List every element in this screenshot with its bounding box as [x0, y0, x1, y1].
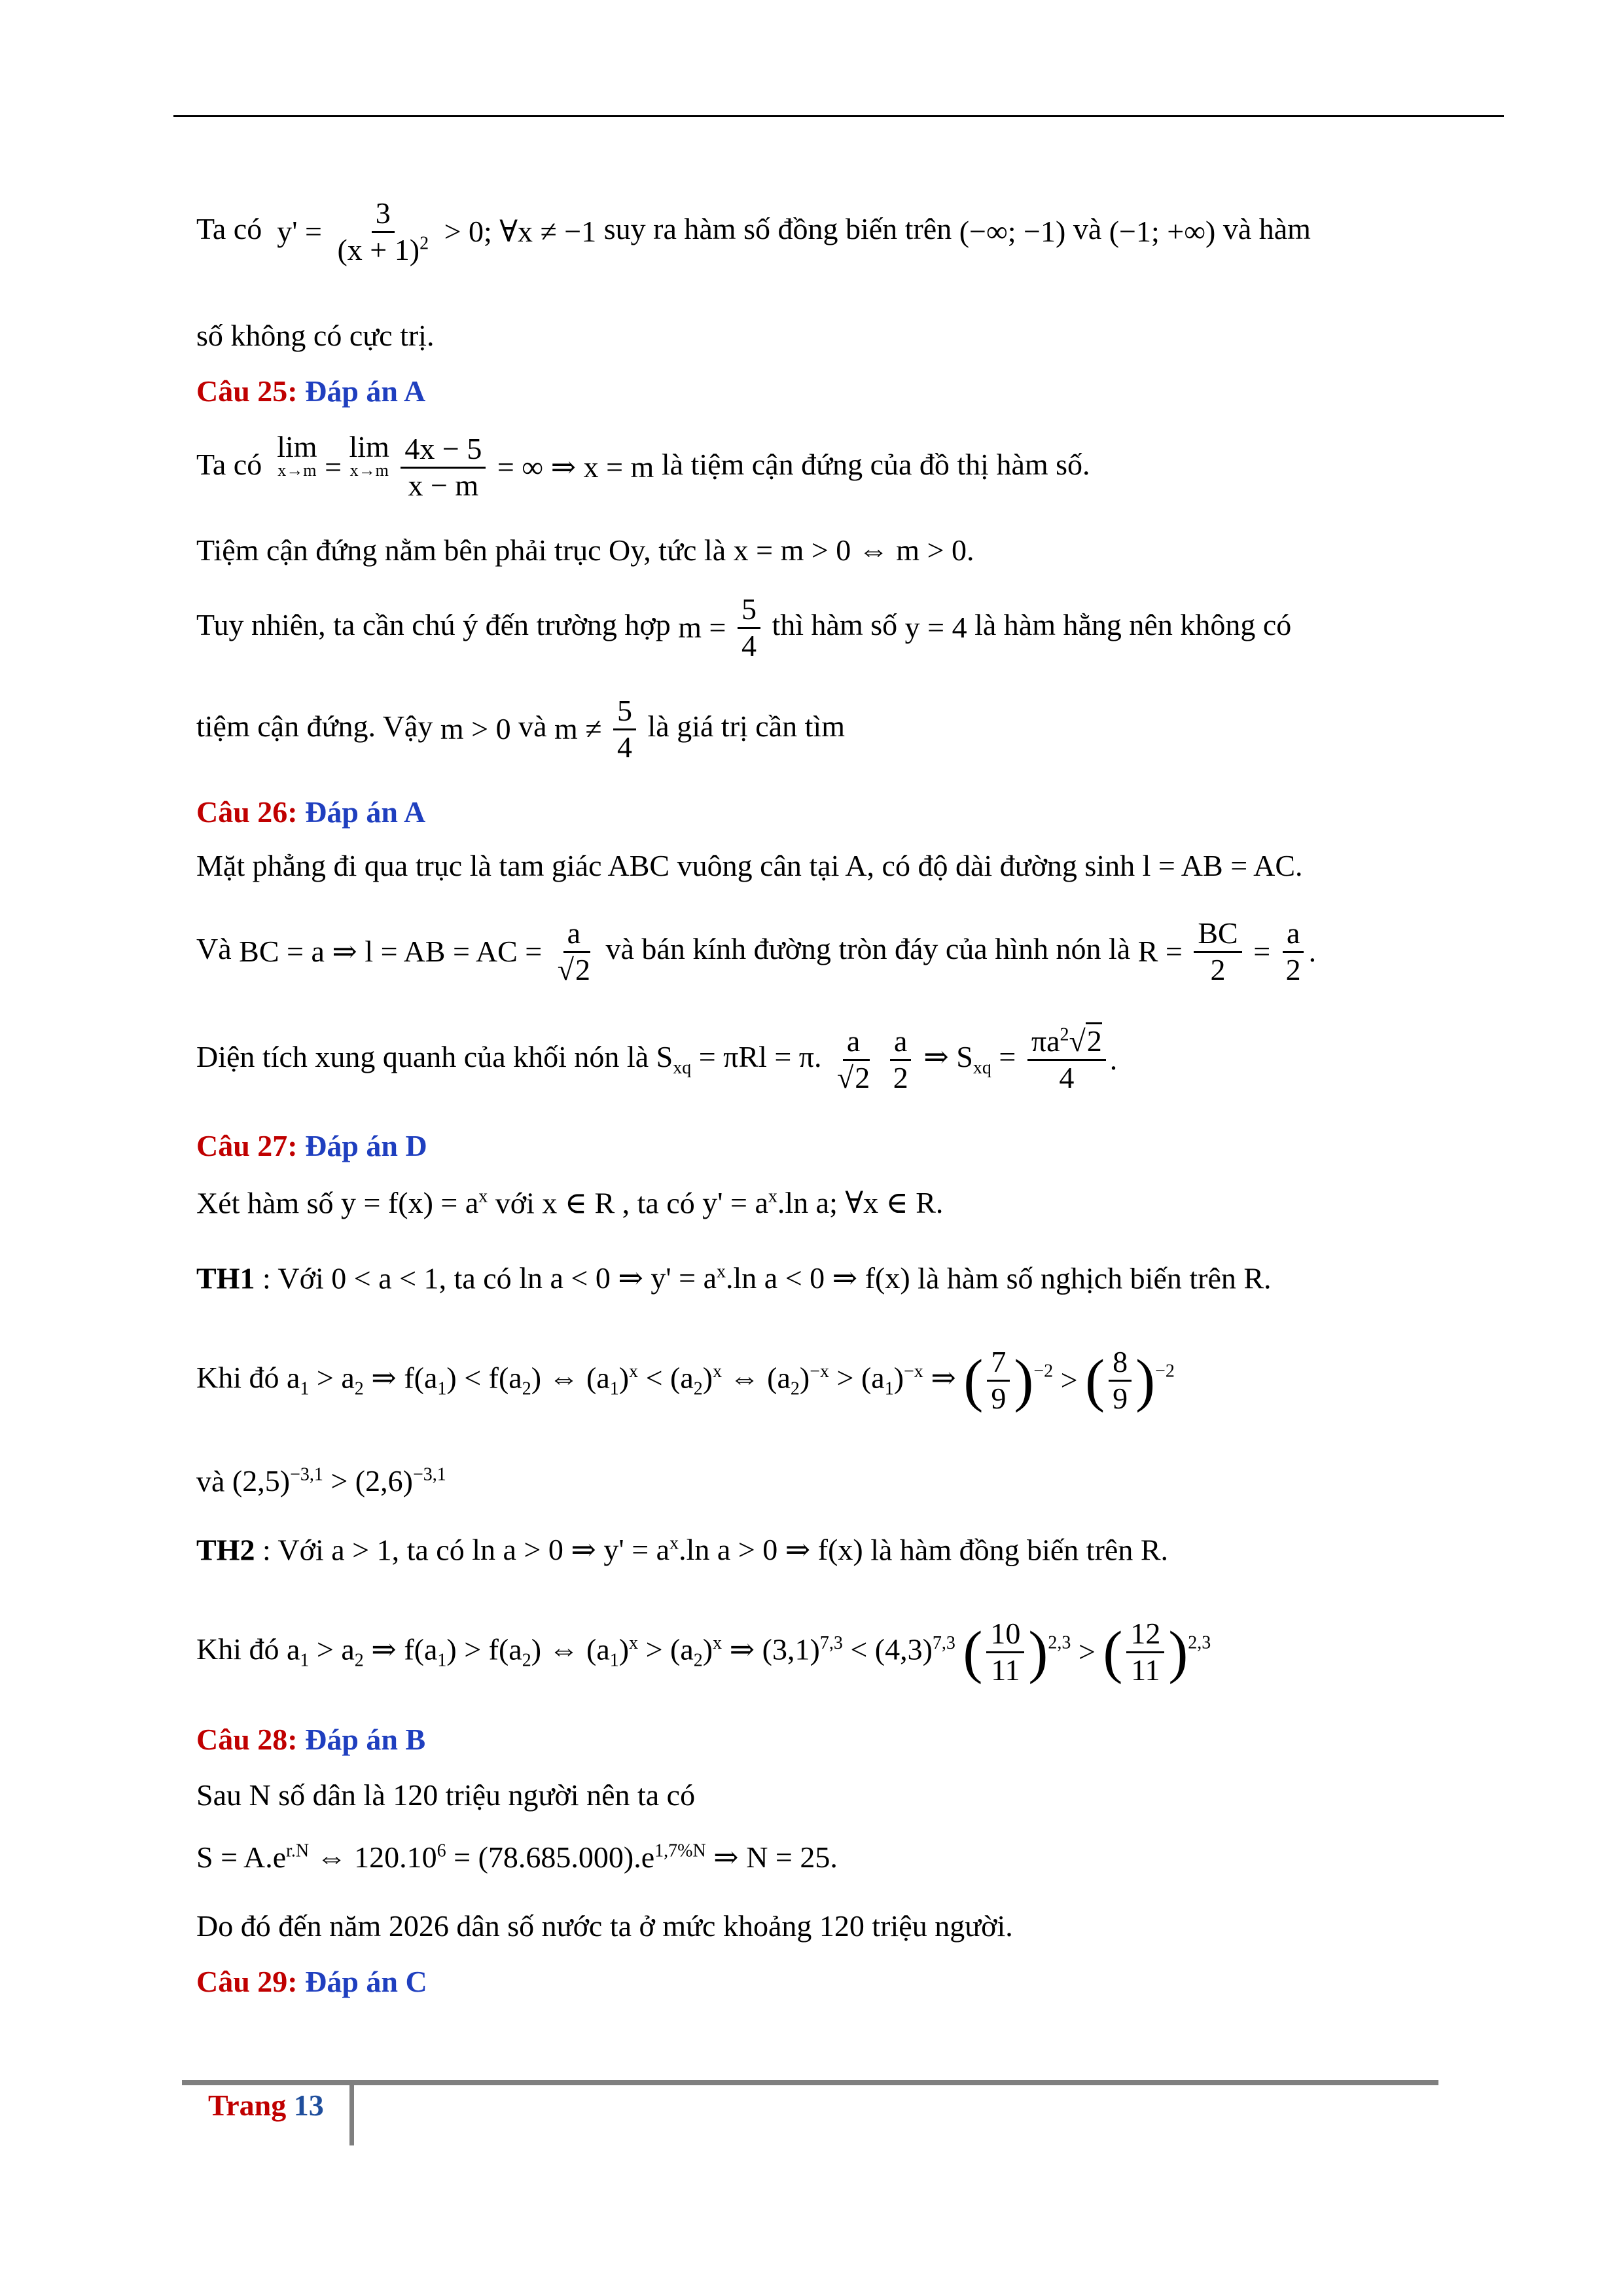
- text: Diện tích xung quanh của khối nón là: [196, 1039, 649, 1073]
- math-y: y = 4: [904, 611, 967, 645]
- fraction: $\frac{a}{√2}$: [557, 916, 590, 986]
- heading-cau-27: [196, 1131, 427, 1161]
- math-derivative: $y' = a^x.\ln$ a; ∀x ∈ R.: [702, 1186, 944, 1220]
- exponent: −2: [1033, 1361, 1054, 1382]
- line-limit: [196, 432, 1090, 503]
- text: và: [196, 1464, 225, 1498]
- answer-label: Đáp án B: [305, 1723, 426, 1756]
- paren: (: [963, 1348, 984, 1413]
- fraction: $\frac{a}{2}$: [889, 1024, 912, 1096]
- line-triangle: [196, 851, 1303, 881]
- line-population-conclusion: [196, 1911, 1013, 1941]
- page-number-value: 13: [293, 2089, 324, 2122]
- line-population-formula: [196, 1842, 838, 1873]
- text: và hàm: [1222, 211, 1311, 245]
- question-label: Câu 27:: [196, 1129, 298, 1162]
- footer-rule: [182, 2080, 1438, 2085]
- text: , ta có: [438, 1261, 512, 1295]
- text: và: [1073, 211, 1102, 245]
- math-range: 0 < a < 1: [331, 1261, 439, 1295]
- text: Mặt phẳng đi qua trục là tam giác ABC vuông cân tại A, có độ dài đường sinh: [196, 849, 1135, 882]
- text: thì hàm số: [772, 607, 898, 641]
- line-conclusion: [196, 694, 845, 765]
- math-range: a > 1: [331, 1533, 392, 1567]
- fraction: $\frac{12}{11}$: [1126, 1617, 1164, 1688]
- text: là tiệm cận đứng của đồ thị hàm số.: [661, 447, 1090, 481]
- answer-label: Đáp án A: [305, 795, 426, 829]
- paren: (: [1103, 1619, 1123, 1685]
- text: : Với: [262, 1533, 324, 1567]
- text: Khi đó: [196, 1360, 279, 1394]
- footer-divider: [349, 2080, 354, 2145]
- text: suy ra hàm số đồng biến trên: [603, 211, 952, 245]
- line-case-1-compare: [196, 1345, 1175, 1416]
- line-radius: [196, 916, 1316, 988]
- heading-cau-28: [196, 1725, 425, 1755]
- math-eq: =: [1253, 935, 1271, 969]
- text: Và: [196, 931, 232, 965]
- text: là giá trị cần tìm: [647, 709, 845, 743]
- text: Do đó đến năm 2026 dân số nước ta ở mức khoảng 120 triệu người.: [196, 1909, 1013, 1943]
- heading-cau-25: [196, 376, 425, 406]
- line-special-case: [196, 592, 1291, 664]
- exponent: 2,3: [1048, 1632, 1071, 1653]
- math-formula: $S = A.e^{r.N}$ ⇔ $120.10^6 = (78.685.000).e^{1,7\%N}$ ⇒ N = 25.: [196, 1840, 838, 1874]
- paren: ): [1135, 1348, 1156, 1413]
- math-sxq: ⇒ $S_{xq}$ =: [923, 1040, 1016, 1079]
- case-label: TH1: [196, 1261, 255, 1295]
- text: là hàm hằng nên không có: [974, 607, 1292, 641]
- fraction: $\frac{7}{9}$: [987, 1345, 1010, 1416]
- answer-label: Đáp án C: [305, 1965, 427, 1998]
- text: Sau N số dân là 120 triệu người nên ta có: [196, 1778, 696, 1812]
- header-rule: [173, 115, 1504, 117]
- math-interval: (−∞; −1): [959, 215, 1066, 249]
- heading-cau-29: [196, 1967, 427, 1997]
- fraction: $\frac{BC}{2}$: [1194, 916, 1241, 988]
- exponent: −2: [1155, 1361, 1175, 1382]
- line-case-1: [196, 1263, 1272, 1293]
- text: tiệm cận đứng. Vậy: [196, 709, 433, 743]
- math-bc: BC = a ⇒ l = AB = AC =: [239, 935, 543, 969]
- text: Tuy nhiên, ta cần chú ý đến trường hợp: [196, 607, 671, 641]
- math-f: $y = f(x) = a^x$: [341, 1186, 488, 1220]
- math-m: m ≠: [554, 712, 602, 746]
- math-interval: (−1; +∞): [1109, 215, 1216, 249]
- line-case-1-compare-2: [196, 1466, 446, 1496]
- line-exp-function: [196, 1188, 943, 1218]
- line-lateral-area: [196, 1024, 1117, 1096]
- text: : Với: [262, 1261, 324, 1295]
- math-lim: lim x→m: [277, 430, 317, 480]
- exponent: 2,3: [1188, 1632, 1211, 1653]
- math-r: R =: [1137, 935, 1183, 969]
- line-no-extrema: [196, 321, 434, 351]
- answer-label: Đáp án A: [305, 374, 426, 408]
- fraction: $\frac{a}{√2}$: [837, 1024, 870, 1094]
- math-compare: $(2,5)^{-3,1} > (2,6)^{-3,1}$: [232, 1464, 446, 1498]
- math-condition: > 0; ∀x ≠ −1: [444, 215, 597, 249]
- question-label: Câu 29:: [196, 1965, 298, 1998]
- math-lim: lim x→m: [349, 430, 389, 480]
- text: và: [518, 709, 547, 743]
- math-result: = ∞ ⇒ x = m: [497, 450, 654, 484]
- text: là hàm số nghịch biến trên R.: [918, 1261, 1272, 1295]
- math-m: m > 0: [440, 712, 511, 746]
- fraction: $\frac{\pi a^2√2}{4}$: [1027, 1024, 1106, 1096]
- math-sxq: $S_{xq} = \pi Rl = \pi$.: [656, 1040, 822, 1079]
- fraction: $\frac{5}{4}$: [613, 694, 636, 765]
- text: Khi đó: [196, 1632, 279, 1666]
- fraction: $\frac{3}{(x + 1)^2}$: [337, 196, 429, 266]
- question-label: Câu 28:: [196, 1723, 298, 1756]
- math-gt: >: [1060, 1363, 1078, 1397]
- math-chain: ln a > 0 ⇒ $y' = a^x.\ln$ a > 0 ⇒ f(x): [472, 1533, 863, 1567]
- fraction: $\frac{a}{2}$: [1282, 916, 1305, 988]
- math-dot: .: [1308, 935, 1317, 969]
- answer-label: Đáp án D: [305, 1129, 427, 1162]
- line-case-2: [196, 1535, 1168, 1565]
- math-condition: x = m > 0 ⇔ m > 0.: [733, 533, 974, 567]
- math-chain: ln a < 0 ⇒ $y' = a^x.\ln$ a < 0 ⇒ f(x): [519, 1261, 910, 1295]
- line-derivative: [196, 196, 1311, 268]
- math-chain: $a_1 > a_2$ ⇒ $f(a_1) > f(a_2)$ ⇔ $(a_1)^x > (a_2)^x$ ⇒ $(3,1)^{7,3} < (4,3)^{7,3}$: [287, 1632, 955, 1671]
- heading-cau-26: [196, 797, 425, 827]
- text: , ta có: [391, 1533, 465, 1567]
- math-derivative: y' =: [277, 215, 322, 249]
- line-case-2-compare: [196, 1617, 1211, 1688]
- math-dot: .: [1109, 1043, 1118, 1077]
- question-label: Câu 25:: [196, 374, 298, 408]
- math-gt: >: [1078, 1635, 1096, 1669]
- text: Ta có: [196, 447, 262, 481]
- text: Xét hàm số: [196, 1186, 334, 1220]
- question-label: Câu 26:: [196, 795, 298, 829]
- line-population: [196, 1780, 695, 1810]
- line-asymptote-right: [196, 535, 974, 565]
- fraction: $\frac{10}{11}$: [986, 1617, 1024, 1688]
- page-number: [208, 2088, 324, 2123]
- math-domain: x ∈ R: [542, 1186, 615, 1220]
- math-eq: =: [325, 450, 342, 484]
- text: số không có cực trị.: [196, 319, 435, 352]
- text: Tiệm cận đứng nằm bên phải trục Oy, tức là: [196, 533, 726, 567]
- fraction: $\frac{5}{4}$: [738, 592, 760, 664]
- paren: ): [1014, 1348, 1034, 1413]
- math-generatrix: l = AB = AC.: [1142, 849, 1303, 882]
- case-label: TH2: [196, 1533, 255, 1567]
- paren: ): [1028, 1619, 1048, 1685]
- text: với: [495, 1186, 535, 1220]
- text: Ta có: [196, 211, 262, 245]
- text: và bán kính đường tròn đáy của hình nón là: [605, 931, 1131, 965]
- paren: (: [1085, 1348, 1105, 1413]
- fraction: $\frac{4x - 5}{x - m}$: [401, 432, 486, 503]
- page-label-text: Trang: [208, 2089, 287, 2122]
- text: là hàm đồng biến trên R.: [870, 1533, 1169, 1567]
- fraction: $\frac{8}{9}$: [1109, 1345, 1132, 1416]
- math-m: m =: [678, 611, 726, 645]
- math-chain: $a_1 > a_2$ ⇒ $f(a_1) < f(a_2)$ ⇔ $(a_1)^x < (a_2)^x$ ⇔ $(a_2)^{-x} > (a_1)^{-x}$ ⇒: [287, 1361, 956, 1399]
- paren: ): [1168, 1619, 1188, 1685]
- paren: (: [963, 1619, 983, 1685]
- text: , ta có: [622, 1186, 695, 1220]
